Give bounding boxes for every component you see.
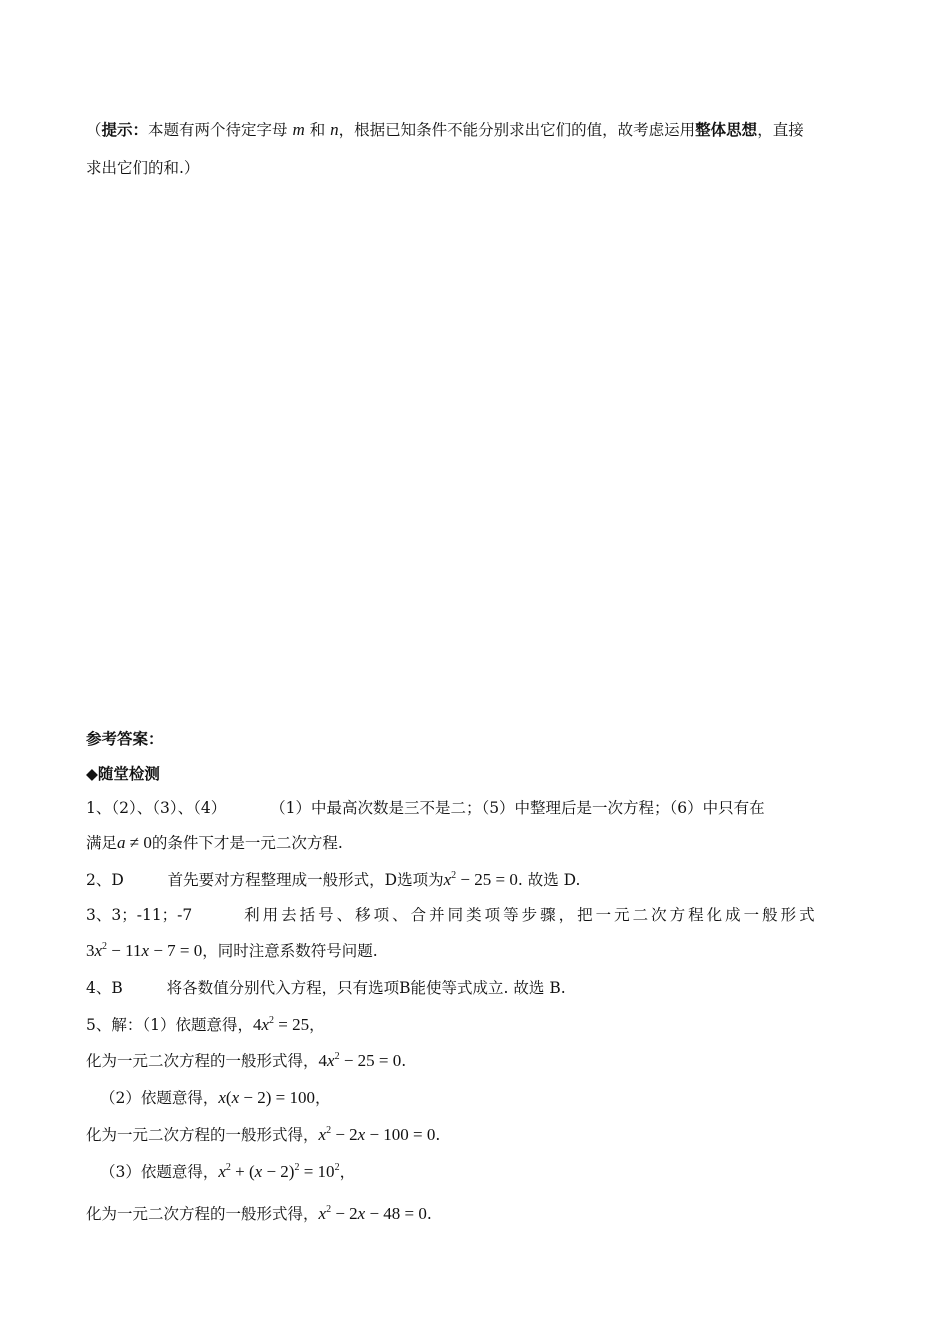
answer-5-gen1-post: . xyxy=(401,1052,407,1070)
answer-3-text: 利用去括号、移项、合并同类项等步骤，把一元二次方程化成一般形式 xyxy=(244,906,818,924)
answer-4-number: 4、B xyxy=(86,979,123,997)
answer-2-equation: $x^2 - 25 = 0$ xyxy=(443,870,518,889)
variable-m: m xyxy=(292,120,305,139)
answer-5-equation-2: x(x − 2) = 100 xyxy=(218,1088,315,1107)
answer-1-condition: a ≠ 0 xyxy=(117,833,152,852)
answer-5-general-2-pre: 化为一元二次方程的一般形式得， xyxy=(86,1126,319,1144)
answer-1-number: 1、（2）、（3）、（4） xyxy=(86,799,227,817)
hint-open: （ xyxy=(86,121,102,139)
hint-and: 和 xyxy=(309,121,326,139)
answer-5-general-equation-2: $x^2 - 2x - 100 = 0$ xyxy=(318,1125,436,1144)
answer-4 xyxy=(86,977,566,999)
answer-5-general-equation-3: $x^2 - 2x - 48 = 0$ xyxy=(318,1204,427,1223)
answer-5-part-2-pre: （2）依题意得， xyxy=(100,1089,219,1107)
answer-5-eq1-post: ， xyxy=(309,1016,325,1034)
answer-3-line-1 xyxy=(86,904,818,926)
answers-title: 参考答案： xyxy=(86,730,164,748)
answer-5-eq3-post: ， xyxy=(339,1163,356,1181)
answer-5-part-3 xyxy=(100,1161,355,1183)
answer-5-general-3 xyxy=(86,1203,432,1225)
answer-1-text-post: 的条件下才是一元二次方程. xyxy=(151,834,343,852)
answer-5-part-1 xyxy=(86,1014,325,1036)
answer-1-text-pre: 满足 xyxy=(86,834,118,852)
answer-5-part-3-pre: （3）依题意得， xyxy=(100,1163,219,1181)
answer-1-line-1 xyxy=(86,797,765,819)
answer-5-general-1 xyxy=(86,1050,406,1072)
answer-5-part-2 xyxy=(100,1087,331,1109)
hint-text-1: 本题有两个待定字母 xyxy=(148,121,288,139)
answer-3-post: ，同时注意系数符号问题. xyxy=(202,942,378,960)
hint-label: 提示： xyxy=(101,121,149,139)
answer-3-equation: $3x^2 - 11x - 7 = 0$ xyxy=(86,941,203,960)
hint-line-1 xyxy=(86,119,804,141)
answer-2-number: 2、D xyxy=(86,871,124,889)
answer-5-general-3-pre: 化为一元二次方程的一般形式得， xyxy=(86,1205,319,1223)
hint-emphasis: 整体思想 xyxy=(695,121,758,139)
section-title: ◆随堂检测 xyxy=(86,765,160,783)
answer-3-line-2 xyxy=(86,940,378,962)
answer-2-post: . 故选 D. xyxy=(517,871,581,889)
hint-text-3: ，直接 xyxy=(757,121,804,139)
answer-5-eq2-post: ， xyxy=(314,1089,331,1107)
answer-5-equation-3: $x^2 + (x - 2)^2 = 10^2$ xyxy=(218,1162,340,1181)
hint-text-2: ，根据已知条件不能分别求出它们的值，故考虑运用 xyxy=(338,121,696,139)
answer-5-gen2-post: . xyxy=(435,1126,441,1144)
answer-5-head: 5、解：（1）依题意得， xyxy=(86,1016,253,1034)
answer-5-general-1-pre: 化为一元二次方程的一般形式得， xyxy=(86,1052,319,1070)
answer-3-number: 3、3；-11；-7 xyxy=(86,906,193,924)
answer-5-gen3-post: . xyxy=(426,1205,432,1223)
answer-4-text: 将各数值分别代入方程，只有选项B能使等式成立. 故选 B. xyxy=(166,979,566,997)
answer-2-text: 首先要对方程整理成一般形式，D选项为 xyxy=(167,871,444,889)
answer-1-text: （1）中最高次数是三不是二；（5）中整理后是一次方程；（6）中只有在 xyxy=(270,799,765,817)
answer-2 xyxy=(86,869,580,891)
hint-line-2: 求出它们的和.） xyxy=(86,159,200,177)
answer-5-general-2 xyxy=(86,1124,440,1146)
variable-n: n xyxy=(330,120,339,139)
answer-5-general-equation-1: $4x^2 - 25 = 0$ xyxy=(318,1051,402,1070)
answer-5-equation-1: $4x^2 = 25$ xyxy=(252,1015,310,1034)
answer-1-line-2 xyxy=(86,832,343,854)
